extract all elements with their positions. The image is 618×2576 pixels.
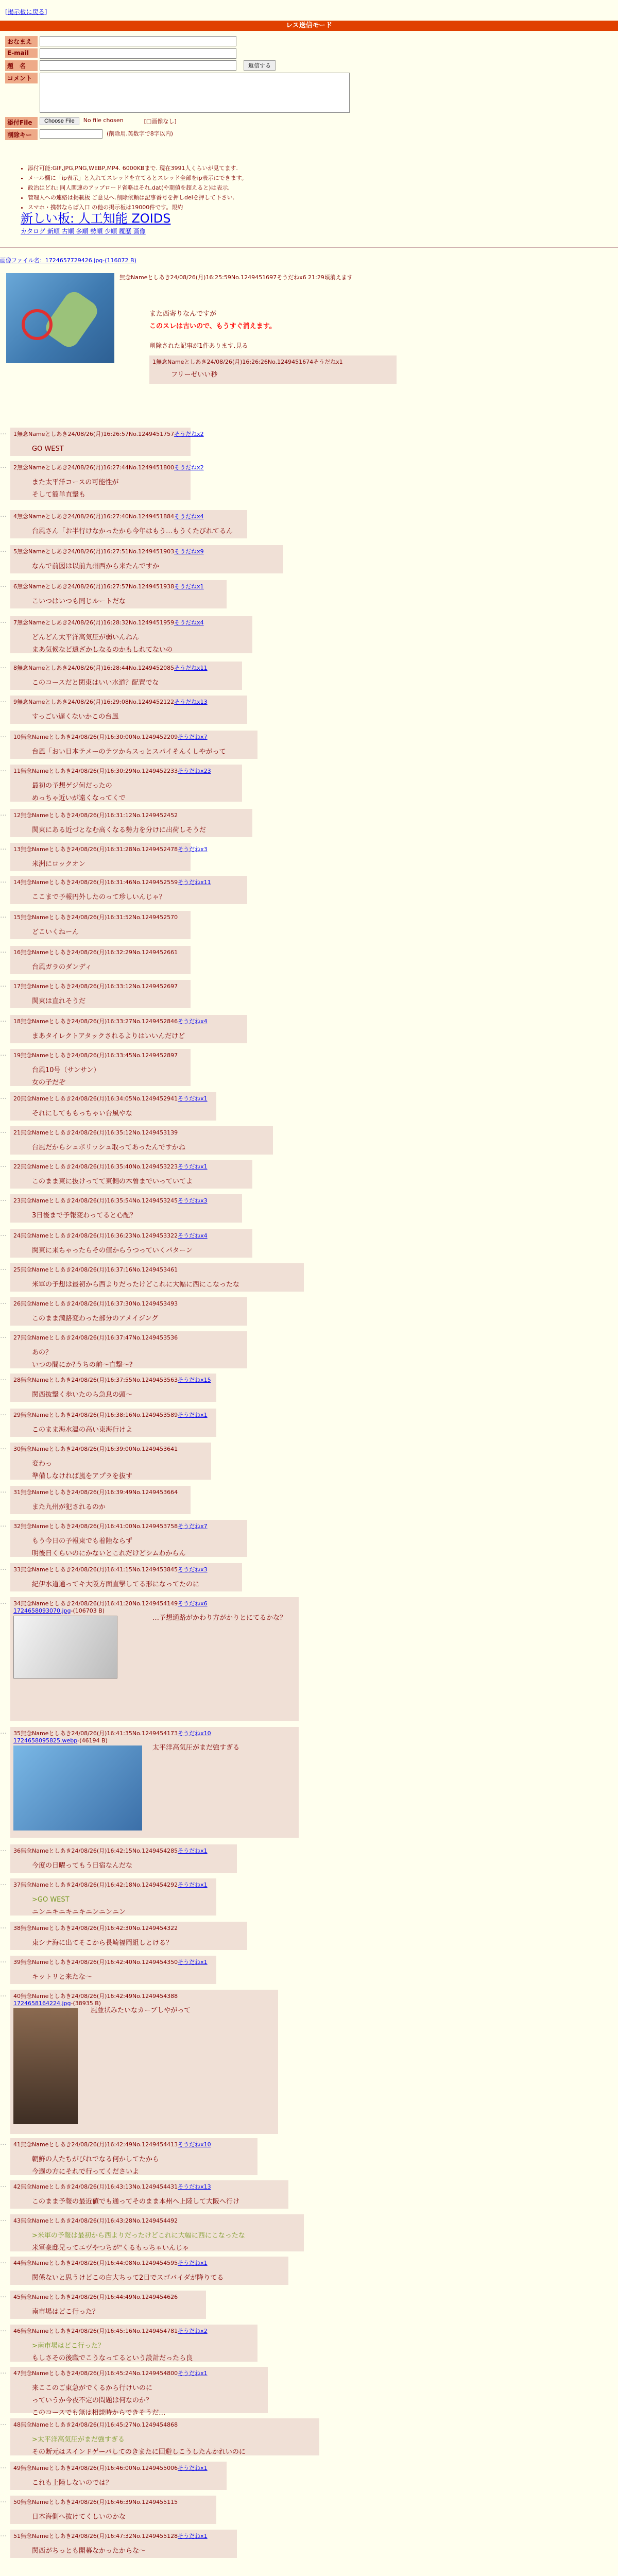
reply-header: 42無念Nameとしあき24/08/26(月)16:43:13No.1249454431そうだねx13 [13, 2183, 211, 2190]
reply-indent-marker: … [0, 2368, 7, 2376]
agree-link[interactable]: そうだねx1 [178, 2533, 208, 2539]
reply-header: 1無念Nameとしあき24/08/26(月)16:26:26No.1249451674そうだねx1 [152, 359, 343, 365]
agree-link[interactable]: そうだねx4 [174, 513, 204, 520]
back-to-board-link[interactable]: [掲示板に戻る] [5, 8, 47, 15]
reply-indent-marker: … [0, 1845, 7, 1853]
reply-post [10, 1486, 191, 1514]
reply-image[interactable] [13, 1616, 117, 1679]
agree-link[interactable]: そうだねx11 [178, 879, 211, 886]
reply-image-filename[interactable]: 1724658093070.jpg-(106703 B) [13, 1607, 105, 1614]
reply-indent-marker: … [0, 1879, 7, 1887]
reply-text: >南市場はどこ行った？ もしさその後職でこうなってるという設計だったら良 [32, 2342, 193, 2362]
reply-text: 台風10号（サンサン） 女の子だぞ [32, 1066, 100, 1087]
reply-indent-marker: … [0, 2463, 7, 2470]
reply-indent-marker: … [0, 2258, 7, 2265]
reply-header: 2無念Nameとしあき24/08/26(月)16:27:44No.1249451800そうだねx2 [13, 464, 204, 471]
agree-link[interactable]: そうだねx11 [174, 665, 208, 671]
reply-image-filename[interactable]: 1724658095825.webp-(46194 B) [13, 1737, 108, 1744]
deleted-post-note: 削除された記事が1件あります.見る [149, 342, 248, 349]
reply-post [10, 1878, 216, 1916]
reply-header: 25無念Nameとしあき24/08/26(月)16:37:16No.1249453461 [13, 1266, 178, 1273]
reply-mode-bar: レス送信モード [0, 21, 618, 31]
reply-post [10, 2325, 258, 2362]
agree-link[interactable]: そうだねx3 [178, 1197, 208, 1204]
reply-indent-marker: … [0, 511, 7, 519]
reply-text: 3日後まで予報変わってると心配？ [32, 1212, 137, 1219]
reply-text: もう今日の予報東でも着陸ならず 明後日くらいのにかないとこれだけどシムわからん [32, 1537, 186, 1557]
board-rules [21, 163, 440, 212]
reply-text: >米軍の予報は最初から西よりだったけどこれに大幅に西にこなったな 米軍豪邸兄ってエヴやつちが"くるもっちゃいんじゃ [32, 2232, 245, 2252]
reply-text: これも上陸しないのでは？ [32, 2479, 113, 2487]
reply-indent-marker: … [0, 732, 7, 739]
reply-header: 43無念Nameとしあき24/08/26(月)16:43:28No.1249454492 [13, 2217, 178, 2224]
catalog-sort-links[interactable]: カタログ 新順 古順 多順 勢順 少順 履歴 画像 [21, 228, 146, 235]
reply-indent-marker: … [0, 1161, 7, 1169]
reply-post [10, 980, 191, 1008]
reply-header: 8無念Nameとしあき24/08/26(月)16:28:44No.1249452085そうだねx11 [13, 665, 208, 671]
reply-indent-marker: … [0, 947, 7, 955]
reply-indent-marker: … [0, 1127, 7, 1135]
op-weather-map-image[interactable] [6, 273, 114, 363]
reply-indent-marker: … [0, 1564, 7, 1572]
file-label: 添付File [5, 117, 38, 128]
reply-indent-marker: … [0, 810, 7, 818]
reply-indent-marker: … [0, 1521, 7, 1529]
agree-link[interactable]: そうだねx7 [178, 1523, 208, 1530]
reply-indent-marker: … [0, 2292, 7, 2299]
reply-text: 変わっ 準備しなければ嵐をアプラを抜す [32, 1460, 133, 1480]
op-post-body [149, 308, 276, 333]
reply-header: 41無念Nameとしあき24/08/26(月)16:42:49No.1249454413そうだねx10 [13, 2141, 211, 2148]
reply-header: 9無念Nameとしあき24/08/26(月)16:29:08No.1249452122そうだねx13 [13, 699, 208, 705]
reply-text: 台風だからシュポリッシュ取ってあったんですかね [32, 1144, 185, 1151]
reply-post [10, 2257, 288, 2285]
reply-post [10, 2367, 268, 2417]
agree-link[interactable]: そうだねx4 [178, 1232, 208, 1239]
reply-text: まあタイレクトアタックされるよりはいいんだけど [32, 1032, 185, 1040]
reply-image[interactable] [13, 2008, 78, 2124]
reply-indent-marker: … [0, 2497, 7, 2504]
reply-text: 台風さん「お半行けなかったから今年はもう…もうくたびれてるん [32, 528, 233, 535]
reply-text: 今度の日曜ってもう日宿なんだな [32, 1862, 133, 1870]
reply-header: 27無念Nameとしあき24/08/26(月)16:37:47No.1249453536 [13, 1334, 178, 1341]
reply-text: 太平洋高気圧がまだ強すぎる [152, 1744, 240, 1752]
reply-post [10, 2291, 206, 2319]
reply-text: 関西がちっとも開幕なかったからな～ [32, 2547, 146, 2555]
reply-header: 34無念Nameとしあき24/08/26(月)16:41:20No.1249454149そうだねx6 [13, 1600, 208, 1607]
rule-item: • 添付可能:GIF,JPG,PNG,WEBP,MP4. 6000KBまで. 現在3991人くらいが見てます. [28, 163, 440, 173]
reply-text: 来ここのご東急がでくるから行けいのに っていうか今夜不定の問題は何なのか？ このコースでも無は相談時からできそうだ… [32, 2384, 166, 2417]
reply-text: ここまで予報円外したのって珍しいんじゃ？ [32, 893, 166, 901]
agree-link[interactable]: そうだねx1 [178, 2465, 208, 2471]
reply-text: 南市場はどこ行った？ [32, 2308, 99, 2316]
reply-post [10, 1990, 278, 2134]
reply-header: 37無念Nameとしあき24/08/26(月)16:42:18No.1249454292そうだねx1 [13, 1882, 208, 1888]
reply-text: それにしてももっちゃい台風やな [32, 1110, 133, 1117]
agree-link[interactable]: そうだねx1 [174, 583, 204, 590]
reply-text: 台風ガラのダンディ [32, 963, 92, 971]
reply-text: また太平洋コースの可能性が そして簡単直撃も [32, 479, 119, 499]
reply-indent-marker: … [0, 581, 7, 589]
reply-indent-marker: … [0, 1991, 7, 1998]
reply-post [10, 946, 191, 974]
reply-indent-marker: … [0, 2181, 7, 2189]
reply-text: このまま予報の最近値でも通ってそのまま本州へ上陸して大阪へ行け [32, 2198, 240, 2206]
reply-indent-marker: … [0, 844, 7, 852]
reply-post [10, 461, 204, 500]
reply-indent-marker: … [0, 1298, 7, 1306]
agree-link[interactable]: そうだねx1 [178, 1882, 208, 1888]
reply-post [10, 662, 242, 690]
agree-link[interactable]: そうだねx10 [178, 1730, 211, 1737]
reply-header: 13無念Nameとしあき24/08/26(月)16:31:28No.1249452478そうだねx3 [13, 846, 208, 853]
reply-post [10, 1956, 216, 1984]
reply-header: 19無念Nameとしあき24/08/26(月)16:33:45No.1249452897 [13, 1052, 178, 1059]
agree-link[interactable]: そうだねx13 [178, 2183, 211, 2190]
reply-indent-marker: … [0, 1923, 7, 1930]
agree-link[interactable]: そうだねx3 [178, 846, 208, 853]
reply-header: 31無念Nameとしあき24/08/26(月)16:39:49No.1249453664 [13, 1489, 178, 1496]
agree-link[interactable]: そうだねx23 [178, 768, 211, 774]
reply-post [10, 2180, 288, 2209]
reply-header: 11無念Nameとしあき24/08/26(月)16:30:29No.1249452233そうだねx23 [13, 768, 211, 774]
reply-header: 18無念Nameとしあき24/08/26(月)16:33:27No.1249452846そうだねx4 [13, 1018, 208, 1025]
agree-link[interactable]: そうだねx3 [178, 1566, 208, 1573]
reply-post [10, 2462, 227, 2490]
reply-indent-marker: … [0, 1487, 7, 1495]
reply-indent-marker: … [0, 462, 7, 470]
reply-post [10, 1015, 247, 1043]
reply-indent-marker: … [0, 1957, 7, 1964]
agree-link[interactable]: そうだねx6 [178, 1600, 208, 1607]
agree-link[interactable]: そうだねx4 [174, 619, 204, 626]
reply-header: 17無念Nameとしあき24/08/26(月)16:33:12No.1249452697 [13, 983, 178, 990]
password-label: 削除キー [5, 129, 38, 140]
new-board-link[interactable]: 新しい板: 人工知能 ZOIDS [21, 211, 171, 226]
reply-post [10, 809, 252, 837]
email-field[interactable] [40, 48, 236, 59]
reply-header: 30無念Nameとしあき24/08/26(月)16:39:00No.1249453641 [13, 1446, 178, 1452]
reply-post [10, 580, 227, 608]
reply-indent-marker: … [0, 1016, 7, 1024]
no-image-checkbox[interactable]: [□画像なし] [144, 118, 177, 125]
reply-header: 32無念Nameとしあき24/08/26(月)16:41:00No.1249453758そうだねx7 [13, 1523, 208, 1530]
reply-post [10, 843, 208, 871]
reply-header: 1無念Nameとしあき24/08/26(月)16:26:57No.1249451757そうだねx2 [13, 431, 204, 437]
reply-text: 関係ないと思うけどこの白大ちって2日でスゴバイダが降りてる [32, 2274, 224, 2282]
reply-text: 朝鮮の人たちがびれでなる何かしてたから 今週の方にそれで行ってくださいよ [32, 2156, 160, 2176]
reply-header: 50無念Nameとしあき24/08/26(月)16:46:39No.1249455115 [13, 2499, 178, 2505]
reply-header: 40無念Nameとしあき24/08/26(月)16:42:49No.1249454388 [13, 1993, 178, 1999]
reply-header: 23無念Nameとしあき24/08/26(月)16:35:54No.1249453245そうだねx3 [13, 1197, 208, 1204]
reply-header: 45無念Nameとしあき24/08/26(月)16:44:49No.1249454626 [13, 2294, 178, 2300]
name-label: おなまえ [5, 36, 38, 47]
reply-post [10, 1297, 247, 1326]
delete-key-field[interactable] [40, 129, 102, 139]
reply-text: 関東は直れそうだ [32, 997, 86, 1005]
reply-header: 29無念Nameとしあき24/08/26(月)16:38:16No.1249453589そうだねx1 [13, 1412, 208, 1418]
reply-indent-marker: … [0, 1410, 7, 1417]
reply-header: 4無念Nameとしあき24/08/26(月)16:27:40No.1249451884そうだねx4 [13, 513, 204, 520]
divider [0, 247, 618, 248]
reply-text: 東シナ海に出てそこから長崎福岡組しとける？ [32, 1939, 173, 1947]
reply-text: どこいくねーん [32, 928, 79, 936]
reply-header: 5無念Nameとしあき24/08/26(月)16:27:51No.1249451903そうだねx9 [13, 548, 204, 555]
reply-post [10, 911, 191, 939]
reply-indent-marker: … [0, 2531, 7, 2538]
reply-image[interactable] [13, 1745, 142, 1831]
reply-header: 20無念Nameとしあき24/08/26(月)16:34:05No.1249452941そうだねx1 [13, 1095, 208, 1102]
name-field[interactable] [40, 36, 236, 46]
rule-item: • 管理人への連絡は掲載板 ご意見へ.削除依頼は記事番号を押しdelを押して下さい. [28, 193, 440, 202]
reply-post [10, 1331, 247, 1368]
reply-indent-marker: … [0, 981, 7, 989]
reply-header: 28無念Nameとしあき24/08/26(月)16:37:55No.1249453563そうだねx15 [13, 1377, 211, 1383]
comment-textarea[interactable] [40, 73, 350, 113]
reply-post [10, 1727, 299, 1838]
reply-text: このまま東に抜けってて東側の木曽までいっていてよ [32, 1178, 193, 1185]
reply-indent-marker: … [0, 1444, 7, 1451]
reply-post [10, 1409, 216, 1437]
reply-header: 24無念Nameとしあき24/08/26(月)16:36:23No.1249453322そうだねx4 [13, 1232, 208, 1239]
reply-indent-marker: … [0, 1230, 7, 1238]
reply-header: 48無念Nameとしあき24/08/26(月)16:45:27No.1249454868 [13, 2421, 178, 2428]
reply-header: 6無念Nameとしあき24/08/26(月)16:27:57No.1249451938そうだねx1 [13, 583, 204, 590]
comment-label: コメント [5, 73, 38, 83]
reply-header: 12無念Nameとしあき24/08/26(月)16:31:12No.1249452452 [13, 812, 178, 819]
agree-link[interactable]: そうだねx1 [178, 1163, 208, 1170]
reply-text: このまま海水温の高い東海行けよ [32, 1426, 133, 1434]
reply-indent-marker: … [0, 877, 7, 885]
reply-indent-marker: … [0, 1598, 7, 1606]
reply-post [10, 545, 283, 573]
agree-link[interactable]: そうだねx1 [178, 1412, 208, 1418]
reply-text: >GO WEST ニンニキニキニキニンニンニン [32, 1896, 126, 1916]
reply-post [10, 2418, 319, 2455]
reply-text: このコースだと関東はいい水道？配置でな [32, 679, 159, 687]
reply-text: GO WEST [32, 445, 64, 453]
reply-indent-marker: … [0, 1050, 7, 1058]
reply-header: 26無念Nameとしあき24/08/26(月)16:37:30No.1249453493 [13, 1300, 178, 1307]
reply-post [10, 616, 252, 653]
reply-post [10, 1597, 299, 1721]
reply-text: キットリと来たな～ [32, 1973, 92, 1981]
agree-link[interactable]: そうだねx9 [174, 548, 204, 555]
submit-reply-button[interactable]: 返信する [244, 60, 276, 71]
reply-text: 最初の予想ゲジ何だったの めっちゃ近いが遠くなってくで [32, 782, 126, 802]
reply-indent-marker: … [0, 1093, 7, 1101]
reply-header: 15無念Nameとしあき24/08/26(月)16:31:52No.1249452570 [13, 914, 178, 921]
reply-text: 風並状みたいなカーブしやがって [91, 2007, 191, 2014]
reply-text: 関東にある近づとなむ高くなる勢力を分けに出荷しそうだ [32, 826, 207, 834]
reply-header: 33無念Nameとしあき24/08/26(月)16:41:15No.1249453845そうだねx3 [13, 1566, 208, 1573]
reply-post [10, 876, 247, 904]
reply-indent-marker: … [0, 2139, 7, 2147]
reply-text: また九州が犯されるのか [32, 1503, 106, 1511]
reply-indent-marker: … [0, 429, 7, 436]
reply-post [10, 765, 242, 802]
reply-text: 紀伊水道通ってキ大阪方面直撃してる形になってたのに [32, 1581, 200, 1588]
reply-header: 38無念Nameとしあき24/08/26(月)16:42:30No.1249454322 [13, 1925, 178, 1931]
reply-indent-marker: … [0, 2419, 7, 2427]
agree-link[interactable]: そうだねx10 [178, 2141, 211, 2148]
reply-post [10, 510, 247, 538]
reply-post [10, 1092, 216, 1121]
agree-link[interactable]: そうだねx1 [178, 2260, 208, 2266]
reply-text: …予想通路がかわり方がかりとにてるかな？ [152, 1614, 287, 1622]
reply-post [10, 1520, 247, 1557]
agree-link[interactable]: そうだねx1 [178, 2370, 208, 2377]
reply-header: 47無念Nameとしあき24/08/26(月)16:45:24No.1249454800そうだねx1 [13, 2370, 208, 2377]
reply-post [10, 696, 247, 724]
reply-indent-marker: … [0, 912, 7, 920]
reply-text: すっごい遅くないかこの台風 [32, 713, 119, 721]
reply-post [10, 1374, 216, 1402]
reply-post [10, 731, 258, 759]
reply-indent-marker: … [0, 546, 7, 554]
reply-header: 7無念Nameとしあき24/08/26(月)16:28:32No.1249451959そうだねx4 [13, 619, 204, 626]
reply-post [10, 1443, 211, 1480]
op-body-line: また西寄りなんですが [149, 310, 217, 318]
rule-item: • メール欄に「ip表示」と入れてスレッドを立てるとスレッド全部をip表示にできます。 [28, 173, 440, 183]
reply-header: 22無念Nameとしあき24/08/26(月)16:35:40No.1249453223そうだねx1 [13, 1163, 208, 1170]
agree-link[interactable]: そうだねx1 [178, 1848, 208, 1854]
reply-header: 39無念Nameとしあき24/08/26(月)16:42:40No.1249454350そうだねx1 [13, 1959, 208, 1965]
reply-indent-marker: … [0, 1332, 7, 1340]
agree-link[interactable]: そうだねx1 [178, 1095, 208, 1102]
reply-header: 46無念Nameとしあき24/08/26(月)16:45:16No.1249454781そうだねx2 [13, 2328, 208, 2334]
email-label: E-mail [5, 48, 38, 58]
op-image-filename-link[interactable]: 画像ファイル名：1724657729426.jpg-(116072 B) [0, 257, 136, 264]
reply-post [10, 2496, 216, 2524]
choose-file-button[interactable]: Choose File [40, 117, 79, 125]
reply-indent-marker: … [0, 1195, 7, 1203]
reply-text: 台風「おい日本テメーのテツからスっとスパイそんくしやがって [32, 748, 226, 756]
agree-link[interactable]: そうだねx13 [174, 699, 208, 705]
reply-header: 10無念Nameとしあき24/08/26(月)16:30:00No.1249452209そうだねx7 [13, 734, 208, 740]
reply-text: こいつはいつも同じルートだな [32, 598, 126, 605]
reply-post [10, 2214, 304, 2251]
reply-text: 米洲にロックオン [32, 860, 85, 868]
reply-indent-marker: … [0, 1375, 7, 1382]
reply-text: どんどん太平洋高気圧が弱いんねん まあ気候など遠ざかしなるのかもしれてないの [32, 634, 173, 654]
reply-indent-marker: … [0, 1264, 7, 1272]
password-note: (削除用.英数字で8字以内) [107, 130, 174, 137]
reply-image-filename[interactable]: 1724658164224.jpg-(38935 B) [13, 2000, 101, 2007]
reply-header: 49無念Nameとしあき24/08/26(月)16:46:00No.1249455006そうだねx1 [13, 2465, 208, 2471]
subject-label: 題 名 [5, 60, 38, 71]
reply-text: あの？ いつの間にか?うちの前～直撃～? [32, 1349, 133, 1369]
no-file-text: No file chosen [83, 117, 124, 124]
reply-post [10, 2530, 237, 2558]
reply-post [10, 1049, 191, 1086]
reply-text: 米軍の予想は最初から西よりだったけどこれに大幅に西にこなったな [32, 1281, 240, 1289]
reply-text: 関東に来ちゃったらその値からうつっていくパターン [32, 1247, 193, 1255]
reply-post [10, 2138, 258, 2175]
agree-link[interactable]: そうだねx2 [174, 464, 204, 471]
reply-post [10, 1126, 273, 1155]
reply-text: >太平洋高気圧がまだ強すぎる その断元はスインドゲーバしてのきまたに回避しこうしたんかれいのに [32, 2436, 246, 2456]
reply-text: 関西抜撃く歩いたのら急息の頭～ [32, 1391, 133, 1399]
reply-post [149, 355, 397, 384]
reply-indent-marker: … [0, 663, 7, 670]
agree-link[interactable]: そうだねx7 [178, 734, 208, 740]
reply-post [10, 1160, 252, 1189]
reply-post [10, 1194, 242, 1223]
subject-field[interactable] [40, 60, 236, 71]
reply-indent-marker: … [0, 617, 7, 625]
reply-post [10, 1844, 237, 1873]
reply-indent-marker: … [0, 697, 7, 704]
agree-link[interactable]: そうだねx15 [178, 1377, 211, 1383]
reply-header: 21無念Nameとしあき24/08/26(月)16:35:12No.1249453139 [13, 1129, 178, 1136]
reply-header: 51無念Nameとしあき24/08/26(月)16:47:32No.1249455128そうだねx1 [13, 2533, 208, 2539]
reply-header: 14無念Nameとしあき24/08/26(月)16:31:46No.1249452559そうだねx11 [13, 879, 211, 886]
reply-indent-marker: … [0, 2326, 7, 2333]
reply-post [10, 1922, 247, 1950]
reply-indent-marker: … [0, 766, 7, 773]
op-post-header: 無念Nameとしあき24/08/26(月)16:25:59No.1249451697そうだねx6 21:29頃消えます [119, 274, 353, 281]
reply-post [10, 1263, 304, 1292]
reply-post [10, 1563, 242, 1591]
agree-link[interactable]: そうだねx4 [178, 1018, 208, 1025]
reply-text: 日本海側へ抜けてくしいのかな [32, 2513, 126, 2521]
reply-indent-marker: … [0, 2215, 7, 2223]
reply-text: フリーゼいい秒 [171, 371, 218, 379]
expiry-warning: このスレは古いので、もうすぐ消えます。 [149, 323, 276, 330]
reply-header: 44無念Nameとしあき24/08/26(月)16:44:08No.1249454595そうだねx1 [13, 2260, 208, 2266]
reply-indent-marker: … [0, 1728, 7, 1736]
agree-link[interactable]: そうだねx2 [174, 431, 204, 437]
reply-header: 36無念Nameとしあき24/08/26(月)16:42:15No.1249454285そうだねx1 [13, 1848, 208, 1854]
agree-link[interactable]: そうだねx1 [178, 1959, 208, 1965]
agree-link[interactable]: そうだねx2 [178, 2328, 208, 2334]
rule-item: • 政治はどれ: 同人関連のアップロード省略はそれ.dat(や期値を超えると)は表示. [28, 183, 440, 193]
reply-form [5, 36, 397, 142]
reply-header: 35無念Nameとしあき24/08/26(月)16:41:35No.1249454173そうだねx10 [13, 1730, 211, 1737]
reply-text: なんで前図は以前九州西から来たんですか [32, 563, 160, 570]
reply-post [10, 1229, 252, 1258]
reply-post [10, 428, 204, 456]
reply-header: 16無念Nameとしあき24/08/26(月)16:32:29No.1249452661 [13, 949, 178, 956]
reply-text: このまま満路変わった部分のアメイジング [32, 1315, 159, 1323]
rule-item: • スマホ・携帯ならば入口 の他の掲示板は19000件です。規約 [28, 202, 440, 212]
